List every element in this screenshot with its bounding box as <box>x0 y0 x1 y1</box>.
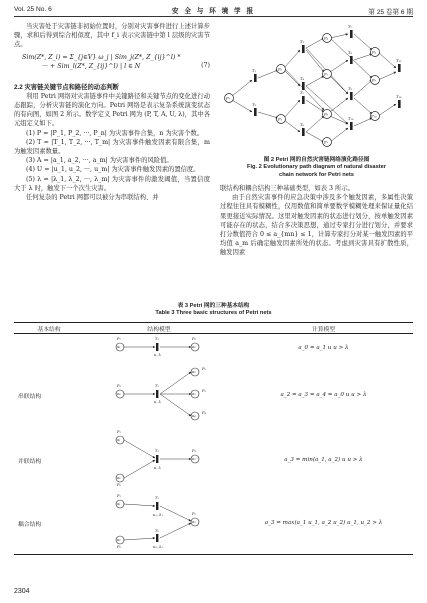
svg-text:a₁: a₁ <box>117 345 121 349</box>
figure-2-caption <box>220 157 413 179</box>
svg-text:a₁: a₁ <box>117 438 121 442</box>
svg-text:T₃: T₃ <box>300 39 305 44</box>
svg-text:a₄: a₄ <box>192 414 196 418</box>
page-number: 2304 <box>14 588 30 595</box>
svg-text:P₈: P₈ <box>372 49 377 55</box>
structure-model <box>84 362 234 428</box>
petri-net-diagram <box>220 20 413 156</box>
paragraph: 由于自然灾害事件的应急决策中涉及多个触发因素，多属性决策过程往往具有模糊性，仅用数值和简单要数学模糊处理来保证量化结果更接近实际情况。这里对触发因素的状态进行划分，按单触发因素可能存在的状态，结合多决策思想，通过专家打分进行划分，并要求打分数值符合 0 ≤ a_{mn} ≤ 1，计算专家打分对某一触发因素的平均值 a_m 后确定触发因素所处的状态。考虑到灾害具有扩散性质，触发因素 <box>220 194 413 257</box>
svg-text:a₂: a₂ <box>192 370 196 374</box>
table-row <box>14 362 413 428</box>
svg-text:a₃: a₃ <box>192 457 196 461</box>
table-title-en: Table 3 Three basic structures of Petri nets <box>155 310 272 317</box>
svg-text:P₂: P₂ <box>278 66 283 72</box>
definition-item: (4) U = |u_1, u_2, ···, u_m| 为灾害事件触发因素的置信度。 <box>26 166 200 174</box>
svg-text:u, λ: u, λ <box>154 353 161 357</box>
svg-text:T₁: T₁ <box>252 68 257 73</box>
svg-text:T₉: T₉ <box>348 86 353 91</box>
svg-text:P₁₀: P₁₀ <box>371 113 377 119</box>
coupled-diagram <box>84 492 234 552</box>
definition-item: (3) A = |a_1, a_2, ···, a_m| 为灾害事件的风险值。 <box>26 157 173 165</box>
serial-simple-diagram <box>84 334 234 360</box>
journal-title: 安 全 与 环 境 学 报 <box>171 8 256 15</box>
calculation-model: a_0 = a_1 u u > λ <box>298 345 349 351</box>
calculation-model: a_3 = max(a_1 u_1, a_2 u_2) u_1, u_2 > λ <box>234 492 413 555</box>
column-header: 结构模型 <box>84 323 234 334</box>
svg-text:P₁: P₁ <box>117 494 121 498</box>
svg-text:P₉: P₉ <box>372 77 377 83</box>
figure-2 <box>220 20 413 156</box>
svg-text:P₁: P₁ <box>226 95 231 101</box>
structure-name: 串联结构 <box>18 393 42 400</box>
svg-text:P₁: P₁ <box>117 430 121 434</box>
table-3 <box>14 322 413 555</box>
svg-text:T₅: T₅ <box>300 90 305 95</box>
svg-text:T₁₂: T₁₂ <box>396 94 402 99</box>
structure-model <box>84 492 234 555</box>
caption-zh: 图 2 Petri 网的自然灾害链网络演化路径图 <box>263 157 370 163</box>
running-header <box>14 4 413 16</box>
header-rule <box>14 16 413 17</box>
svg-text:T₁: T₁ <box>155 496 159 500</box>
svg-text:P₁: P₁ <box>117 337 121 341</box>
paragraph: 当灾害处于灾害链非初始位置时，分别对灾害事件进行上述计算步骤，求和后得到综合相似度，其中 f_i 表示灾害链中第 l 层级的灾害节点。 <box>14 23 210 49</box>
svg-text:T₁: T₁ <box>155 384 159 388</box>
equation-7 <box>14 53 210 83</box>
svg-text:P₂: P₂ <box>117 483 121 487</box>
equation-number: (7) <box>201 61 210 69</box>
paragraph: 利用 Petri 网络对灾害链事件中关键路径和关键节点的变化进行动态跟踪，分析灾害链的演化方向。Petri 网络是表示复杂系统演变状态的有向图，如图 2 所示。数学定义 Petri 网为 (P, T, A, U, λ)，其中各元组定义如下。 <box>14 92 210 128</box>
table-title-zh: 表 3 Petri 网的三种基本结构 <box>177 303 250 309</box>
svg-text:P₃: P₃ <box>278 116 283 122</box>
volume-label: Vol. 25 No. 6 <box>14 6 52 13</box>
svg-text:T₆: T₆ <box>300 122 305 127</box>
structure-name: 耦合结构 <box>14 492 84 555</box>
equation-line: ··· + Sim_l(Z*, Z_{ij}^l) | l ∈ N <box>42 62 141 70</box>
structure-model <box>84 334 234 363</box>
svg-text:T₈: T₈ <box>348 50 353 55</box>
svg-text:T₄: T₄ <box>300 76 305 81</box>
right-column <box>220 184 413 258</box>
left-column <box>14 22 210 202</box>
svg-text:P₃: P₃ <box>202 389 206 393</box>
definition-item: (5) λ = |λ_1, λ_2, ···, λ_m| 为灾害事件的激发阈值，当置信度大于 λ 时，触发下一个次生灾害。 <box>14 175 210 192</box>
column-header: 计算模型 <box>234 323 413 334</box>
svg-text:P₅: P₅ <box>324 71 329 77</box>
svg-text:T₂: T₂ <box>252 102 257 107</box>
structure-name: 并联结构 <box>18 458 42 465</box>
table-row <box>14 428 413 492</box>
svg-text:u₁, λ₁: u₁, λ₁ <box>153 513 163 517</box>
definition-item: (1) P = |P_1, P_2, ···, P_n| 为灾害事件合集，n 为灾害个数。 <box>26 129 204 137</box>
table-row <box>14 492 413 555</box>
column-header: 基本结构 <box>14 323 84 334</box>
parallel-diagram <box>84 428 234 490</box>
caption-en: Fig. 2 Evolutionary path diagram of natural disaster <box>246 164 387 171</box>
svg-text:a₂: a₂ <box>117 476 121 480</box>
svg-text:u₂, λ₂: u₂, λ₂ <box>153 545 163 549</box>
svg-text:a₁: a₁ <box>117 502 121 506</box>
svg-text:u, λ: u, λ <box>154 466 161 470</box>
volume-label-cn: 第 25 卷第 6 期 <box>368 9 413 16</box>
structure-model <box>84 428 234 492</box>
caption-en: chain network for Petri nets <box>279 171 354 178</box>
svg-text:P₄: P₄ <box>202 411 206 415</box>
structure-name <box>14 334 84 363</box>
svg-text:P₁: P₁ <box>117 384 121 388</box>
svg-text:a₃: a₃ <box>192 392 196 396</box>
svg-text:P₆: P₆ <box>324 111 329 117</box>
svg-text:T₂: T₂ <box>155 529 159 533</box>
calculation-model: a_2 = a_3 = a_4 = a_0 u u > λ <box>280 392 367 398</box>
svg-text:T₁: T₁ <box>155 337 159 341</box>
svg-text:P₂: P₂ <box>117 545 121 549</box>
calculation-model: a_3 = min(a_1, a_2) u u > λ <box>284 457 363 463</box>
svg-text:P₂: P₂ <box>202 367 206 371</box>
svg-text:P₃: P₃ <box>192 449 196 453</box>
table-3-title <box>14 303 413 318</box>
svg-text:u, λ: u, λ <box>154 400 161 404</box>
svg-text:P₃: P₃ <box>192 512 196 516</box>
svg-text:T₇: T₇ <box>348 24 353 29</box>
svg-text:a₀: a₀ <box>192 345 196 349</box>
svg-text:T₁₁: T₁₁ <box>396 58 402 63</box>
svg-text:P₄: P₄ <box>324 35 329 41</box>
svg-text:T₁₀: T₁₀ <box>348 116 354 121</box>
svg-text:a₀: a₀ <box>117 392 121 396</box>
svg-text:a₃: a₃ <box>192 520 196 524</box>
svg-text:T₁: T₁ <box>155 449 159 453</box>
paragraph: 任何复杂的 Petri 网都可以被分为串联结构、并 <box>26 194 159 202</box>
svg-text:P₇: P₇ <box>324 139 329 145</box>
paragraph: 联结构和耦合结构三种基础类型，如表 3 所示。 <box>220 185 354 192</box>
definition-item: (2) T = |T_1, T_2, ···, T_m| 为灾害事件触发因素有限合集，m 为触发因素数量。 <box>14 138 210 156</box>
section-heading: 2.2 灾害链关键节点和路径的动态判断 <box>14 83 119 91</box>
equation-line: Sim(Z*, Z_i) = Σ_{j∈V} ω_j | Sim_j(Z*, Z_{ij}^l) * <box>22 53 181 61</box>
svg-text:P₂: P₂ <box>192 337 196 341</box>
serial-branch-diagram <box>84 362 234 426</box>
svg-text:a₂: a₂ <box>117 538 121 542</box>
table-row <box>14 334 413 363</box>
